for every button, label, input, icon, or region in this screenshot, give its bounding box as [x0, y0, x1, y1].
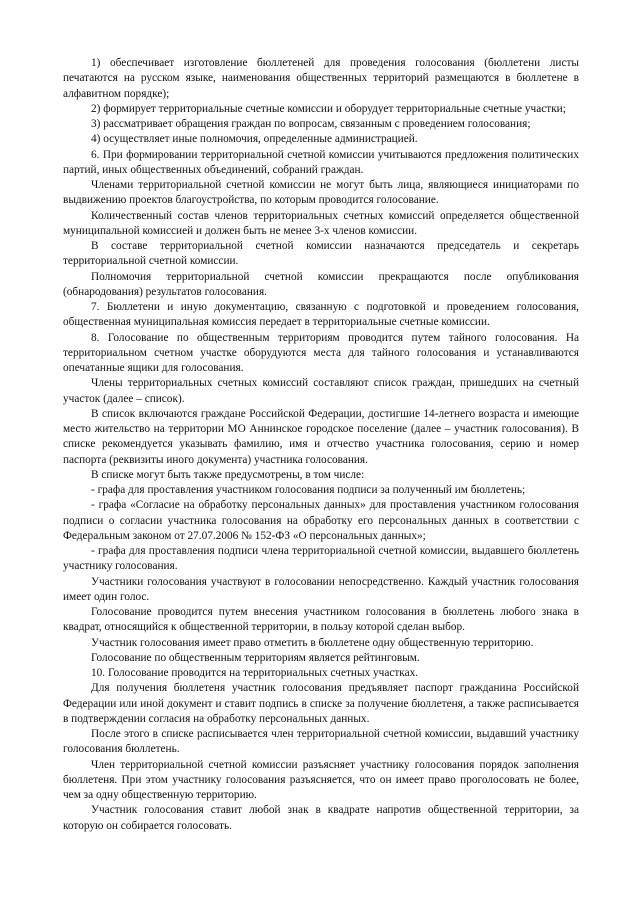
paragraph-22: 10. Голосование проводится на территориальных счетных участках.: [91, 667, 419, 679]
paragraph-12: Члены территориальных счетных комиссий составляют список граждан, пришедших на счетный участок (далее – список).: [63, 377, 579, 405]
paragraph-23: Для получения бюллетеня участник голосования предъявляет паспорт гражданина Российской Федерации или иной документ и ставит подпись в списке за получение бюллетеня, а также расписывается в подтверждении согласия на обработку персональных данных.: [63, 682, 579, 725]
paragraph-20: Участник голосования имеет право отметить в бюллетене одну общественную территорию.: [91, 636, 534, 649]
paragraph-18: Участники голосования участвуют в голосовании непосредственно. Каждый участник голосования имеет один голос.: [63, 575, 579, 603]
paragraph-8: В составе территориальной счетной комиссии назначаются председатель и секретарь территориальной счетной комиссии.: [63, 240, 579, 268]
paragraph-17: - графа для проставления подписи члена территориальной счетной комиссии, выдавшего бюллетень участнику голосования.: [63, 545, 579, 573]
paragraph-6: Членами территориальной счетной комиссии не могут быть лица, являющиеся инициаторами по выдвижению проектов благоустройства, по которым проводится голосование.: [63, 179, 579, 207]
paragraph-26: Участник голосования ставит любой знак в квадрате напротив общественной территории, за которую он собирается голосовать.: [63, 804, 579, 832]
paragraph-25: Член территориальной счетной комиссии разъясняет участнику голосования порядок заполнения бюллетеня. При этом участнику голосования разъясняется, что он имеет право проголосовать не более, чем за одну общественную территорию.: [63, 758, 579, 801]
paragraph-7: Количественный состав членов территориальных счетных комиссий определяется общественной муниципальной комиссией и должен быть не менее 3-х членов комиссии.: [63, 209, 579, 237]
paragraph-14: В списке могут быть также предусмотрены, в том числе:: [91, 468, 365, 481]
paragraph-16: - графа «Согласие на обработку персональных данных» для проставления участником голосования подписи о согласии участника голосования на обработку его персональных данных в соответствии с Федеральным законом от 27.07.2006 № 152-ФЗ «О персональных данных»;: [63, 499, 579, 542]
paragraph-21: Голосование по общественным территориям является рейтинговым.: [91, 651, 420, 664]
paragraph-5: 6. При формировании территориальной счетной комиссии учитываются предложения политических партий, иных общественных объединений, собраний граждан.: [63, 148, 579, 176]
paragraph-9: Полномочия территориальной счетной комиссии прекращаются после опубликования (обнародования) результатов голосования.: [63, 270, 579, 298]
paragraph-24: После этого в списке расписывается член территориальной счетной комиссии, выдавший участнику голосования бюллетень.: [63, 728, 579, 756]
paragraph-4: 4) осуществляет иные полномочия, определенные администрацией.: [91, 133, 418, 146]
paragraph-13: В список включаются граждане Российской Федерации, достигшие 14-летнего возраста и имеющие место жительство на территории МО Аннинское городское поселение (далее – участник голосования). В списке рекомендуется указывать фамилию, имя и отчество участника голосования, серию и номер паспорта (реквизиты иного документа) участника голосования.: [63, 407, 579, 466]
paragraph-10: 7. Бюллетени и иную документацию, связанную с подготовкой и проведением голосования, общественная муниципальная комиссия передает в территориальные счетные комиссии.: [63, 301, 579, 329]
paragraph-15: - графа для проставления участником голосования подписи за полученный им бюллетень;: [91, 484, 526, 496]
document-page: [63, 56, 579, 834]
paragraph-11: 8. Голосование по общественным территориям проводится путем тайного голосования. На территориальном счетном участке оборудуются места для тайного голосования и устанавливаются опечатанные ящики для голосования.: [63, 331, 579, 374]
paragraph-1: 1) обеспечивает изготовление бюллетеней для проведения голосования (бюллетени листы печатаются на русском языке, наименования общественных территорий размещаются в бюллетене в алфавитном порядке);: [63, 57, 579, 100]
paragraph-2: 2) формирует территориальные счетные комиссии и оборудует территориальные счетные участки;: [91, 102, 566, 115]
paragraph-3: 3) рассматривает обращения граждан по вопросам, связанным с проведением голосования;: [91, 118, 531, 130]
paragraph-19: Голосование проводится путем внесения участником голосования в бюллетень любого знака в квадрат, относящийся к общественной территории, в пользу которой сделан выбор.: [63, 606, 579, 634]
